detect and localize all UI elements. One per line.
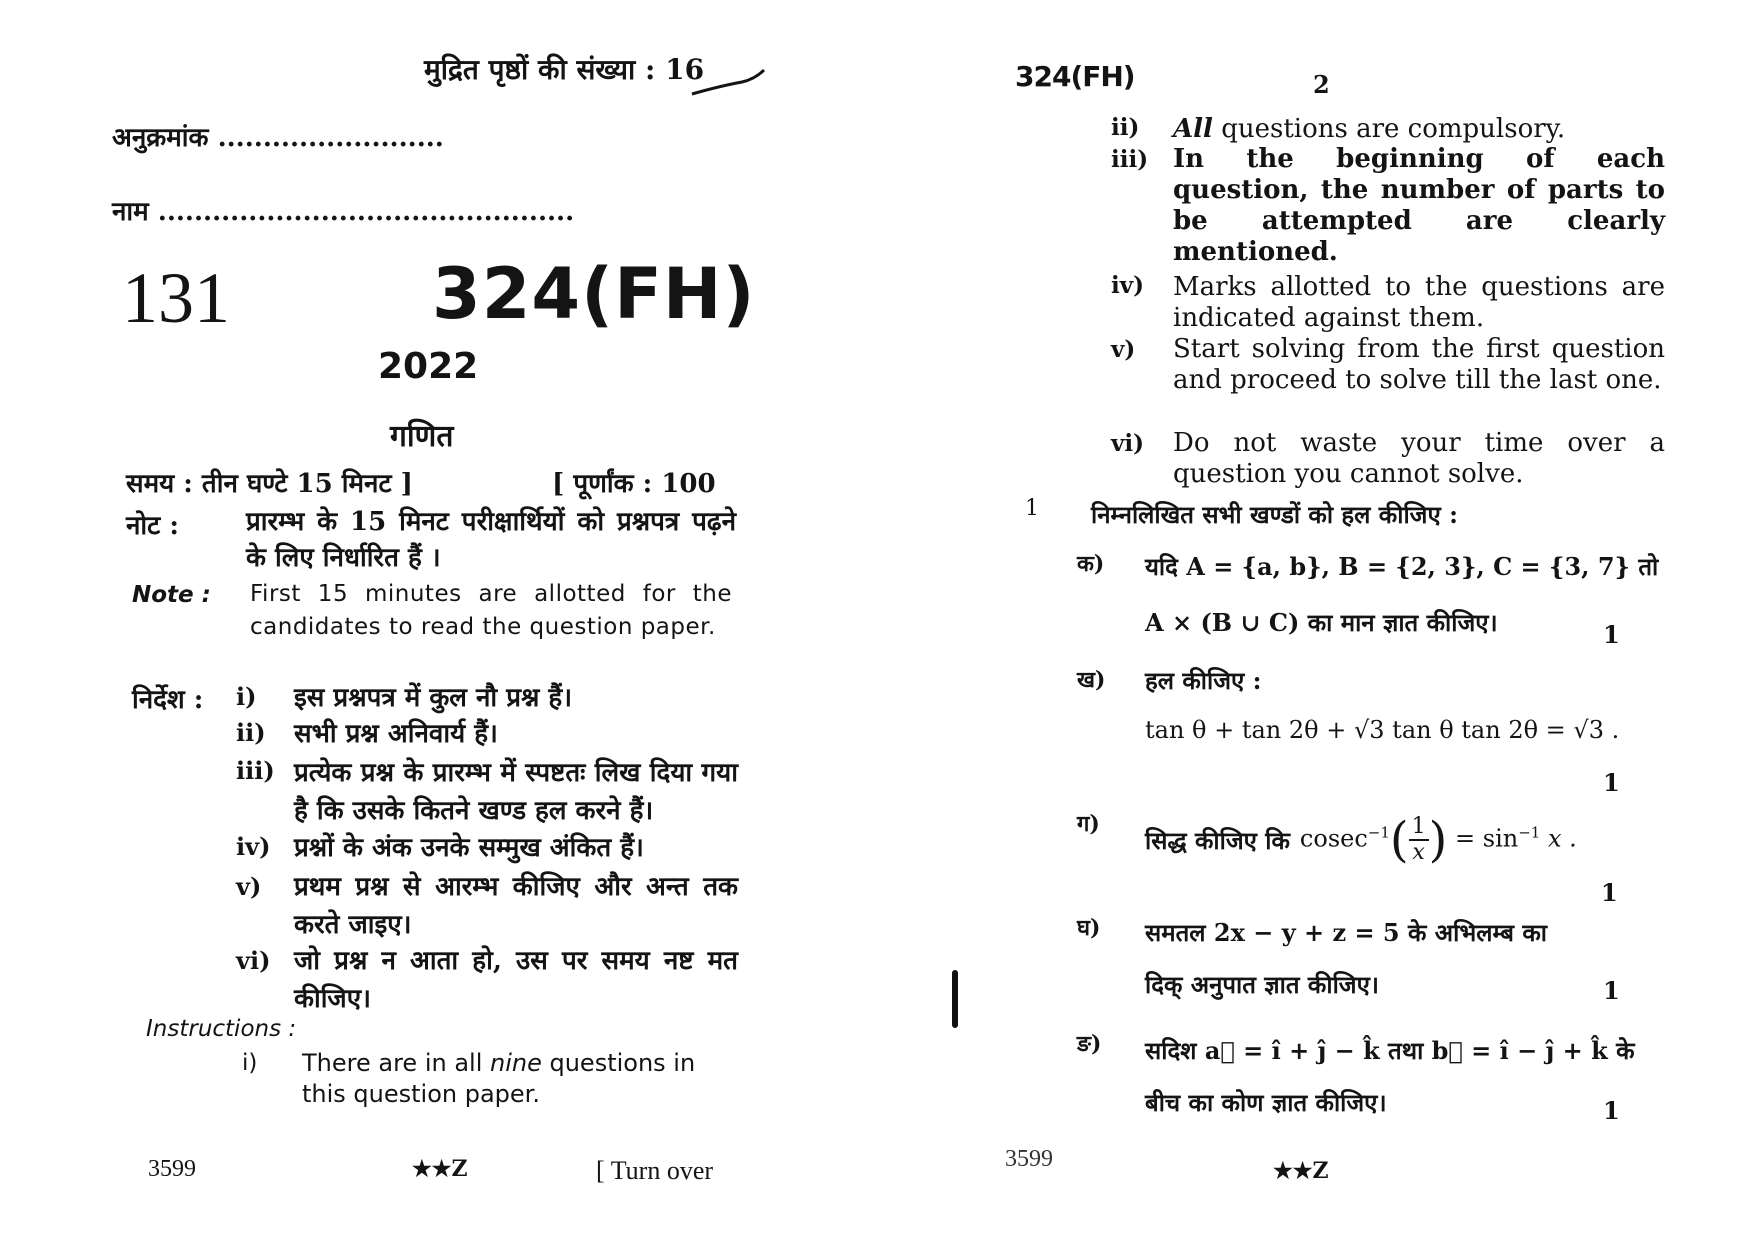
part-c-marks: 1	[1601, 878, 1618, 907]
instruction-num: vi)	[1111, 430, 1144, 457]
part-a-label: क)	[1077, 551, 1105, 577]
instruction-num: i)	[242, 1050, 258, 1076]
pen-stroke-mark	[690, 64, 770, 104]
nirdesh-num: iv)	[236, 832, 271, 861]
header-paper-code: 324(FH)	[1015, 60, 1135, 93]
nirdesh-num: v)	[236, 872, 262, 901]
fraction-numerator: 1	[1409, 815, 1429, 841]
question-number: 1	[1025, 496, 1039, 521]
footer-code: 3599	[1005, 1146, 1053, 1172]
footer-mark: ★★Z	[1273, 1158, 1329, 1184]
note-english-label: Note :	[132, 582, 211, 608]
nirdesh-text: इस प्रश्नपत्र में कुल नौ प्रश्न हैं।	[294, 683, 573, 713]
part-a-marks: 1	[1603, 620, 1620, 649]
instruction-text: Do not waste your time over a question you cannot solve.	[1173, 428, 1665, 489]
part-c-label: ग)	[1077, 811, 1100, 837]
time-allowed: समय : तीन घण्टे 15 मिनट ]	[126, 469, 413, 499]
instruction-num: ii)	[1111, 114, 1140, 141]
cosec-exponent: −1	[1367, 823, 1390, 842]
part-b-equation: tan θ + tan 2θ + √3 tan θ tan 2θ = √3 .	[1145, 716, 1620, 744]
exam-year: 2022	[378, 346, 479, 387]
nirdesh-num: i)	[236, 682, 257, 711]
cosec-fn: cosec	[1299, 824, 1368, 853]
part-c-math: cosec$^{-1}$( $\frac{1}{x}$ ) = $\sin^{-1} x$ .	[1299, 812, 1577, 868]
nirdesh-num: iii)	[236, 756, 275, 785]
nirdesh-text: सभी प्रश्न अनिवार्य हैं।	[294, 719, 498, 749]
nirdesh-text: प्रथम प्रश्न से आरम्भ कीजिए और अन्त तक करते जाइए।	[294, 872, 738, 940]
turn-over: [ Turn over	[596, 1156, 714, 1185]
subject-title: गणित	[390, 419, 454, 454]
sin-fn: = sin	[1455, 824, 1519, 853]
nirdesh-num: vi)	[236, 946, 271, 975]
instruction-num: v)	[1111, 336, 1136, 363]
nirdesh-text: प्रत्येक प्रश्न के प्रारम्भ में स्पष्टतः लिख दिया गया है कि उसके कितने खण्ड हल करने हैं।	[294, 758, 738, 826]
part-d-marks: 1	[1603, 976, 1620, 1005]
printed-pages: मुद्रित पृष्ठों की संख्या : 16	[424, 53, 705, 86]
nirdesh-num: ii)	[236, 718, 266, 747]
instruction-text: Start solving from the first question and proceed to solve till the last one.	[1173, 334, 1665, 395]
part-c-line	[1145, 812, 1577, 868]
note-hindi-label: नोट :	[126, 511, 179, 541]
nirdesh-label: निर्देश :	[132, 685, 204, 715]
right-page	[877, 0, 1754, 1241]
part-d-line2: दिक् अनुपात ज्ञात कीजिए।	[1145, 970, 1379, 999]
fraction-denominator: x	[1412, 840, 1425, 865]
part-a-line2: A × (B ∪ C) का मान ज्ञात कीजिए।	[1145, 608, 1498, 637]
instruction-num: iii)	[1111, 146, 1149, 173]
part-c-end: x .	[1547, 824, 1577, 853]
name-field: नाम ..............................................	[112, 197, 575, 227]
instruction-num: iv)	[1111, 272, 1144, 299]
instruction-text: There are in all nine questions in this question paper.	[302, 1049, 696, 1108]
part-d-line1: समतल 2x − y + z = 5 के अभिलम्ब का	[1145, 918, 1547, 947]
nirdesh-text: प्रश्नों के अंक उनके सम्मुख अंकित हैं।	[294, 833, 644, 863]
part-e-marks: 1	[1603, 1096, 1620, 1125]
code-131: 131	[122, 258, 230, 338]
instruction-text: Marks allotted to the questions are indicated against them.	[1173, 272, 1665, 333]
note-english-text: First 15 minutes are allotted for the candidates to read the question paper.	[250, 581, 732, 640]
part-c-text: सिद्ध कीजिए कि	[1145, 825, 1290, 855]
note-hindi-text: प्रारम्भ के 15 मिनट परीक्षार्थियों को प्रश्नपत्र पढ़ने के लिए निर्धारित हैं ।	[246, 507, 736, 573]
part-b-marks: 1	[1603, 768, 1620, 797]
instruction-text: In the beginning of each question, the number of parts to be attempted are clearly mentioned.	[1173, 144, 1665, 267]
part-e-line2: बीच का कोण ज्ञात कीजिए।	[1145, 1088, 1387, 1117]
max-marks: [ पूर्णांक : 100	[552, 469, 716, 499]
roll-number-field: अनुक्रमांक .........................	[112, 123, 444, 153]
sin-exponent: −1	[1518, 823, 1541, 842]
fraction	[1409, 815, 1429, 865]
nirdesh-text: जो प्रश्न न आता हो, उस पर समय नष्ट मत कीजिए।	[294, 946, 738, 1014]
part-e-line1: सदिश a⃗ = î + ĵ − k̂ तथा b⃗ = î − ĵ + k̂ के	[1145, 1036, 1635, 1065]
part-b-label: ख)	[1077, 667, 1106, 693]
instruction-text: All questions are compulsory.	[1173, 114, 1566, 144]
part-a-line1: यदि A = {a, b}, B = {2, 3}, C = {3, 7} तो	[1145, 552, 1659, 581]
footer-code: 3599	[148, 1156, 196, 1182]
footer-mark: ★★Z	[412, 1156, 468, 1182]
question-1-heading: निम्नलिखित सभी खण्डों को हल कीजिए :	[1091, 500, 1458, 529]
page-number: 2	[1313, 70, 1330, 99]
part-d-label: घ)	[1077, 915, 1101, 941]
instructions-label: Instructions :	[146, 1016, 297, 1042]
paper-code: 324(FH)	[432, 253, 756, 335]
part-b-line1: हल कीजिए :	[1145, 666, 1262, 695]
part-e-label: ङ)	[1077, 1031, 1102, 1057]
